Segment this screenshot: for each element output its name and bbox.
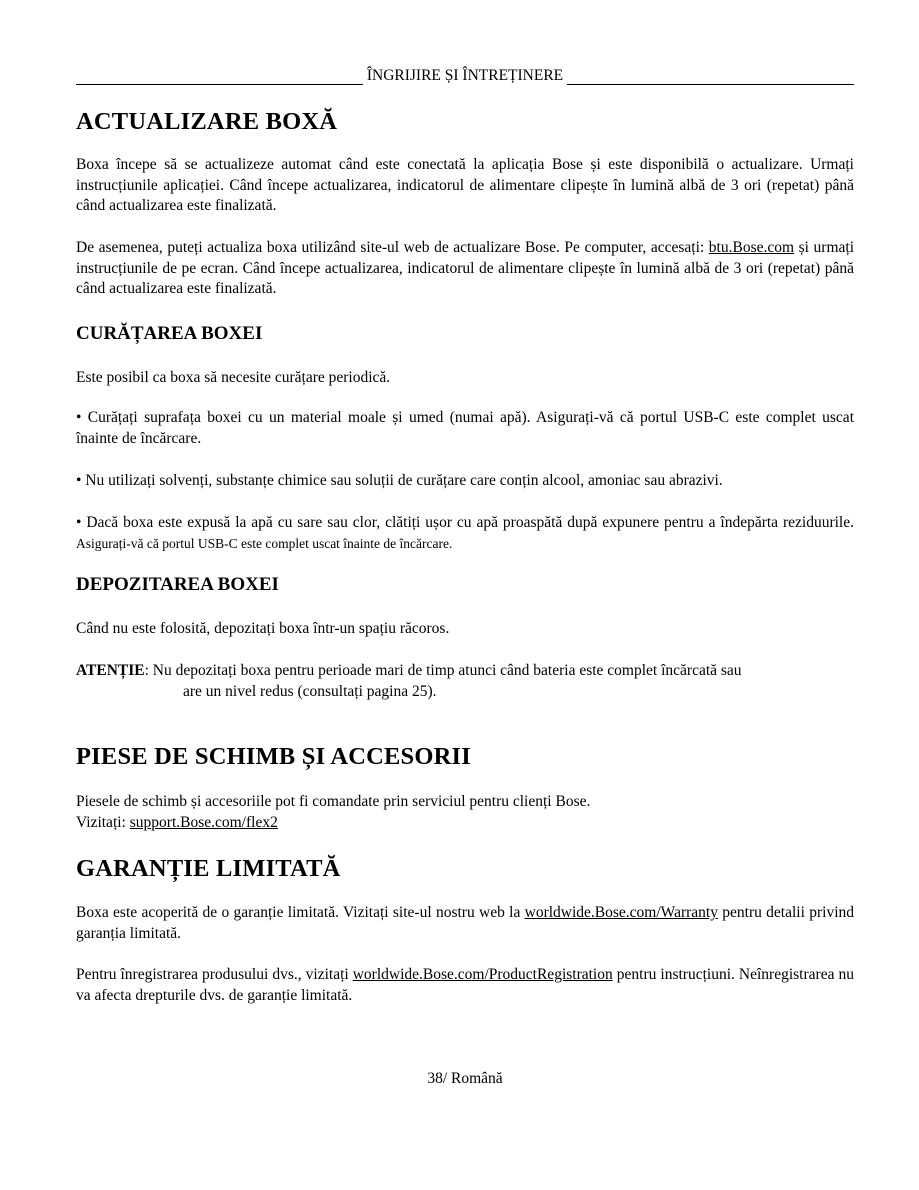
- warranty-paragraph-2: [76, 965, 854, 1006]
- heading-storage: DEPOZITAREA BOXEI: [76, 574, 279, 595]
- storage-caution: [76, 661, 854, 702]
- warranty-paragraph-1: [76, 903, 854, 944]
- support-bose-link[interactable]: support.Bose.com/flex2: [129, 813, 278, 831]
- header-rule-left: [76, 66, 363, 85]
- cleaning-bullet-3-small: Asigurați-vă că portul USB-C este complet uscat înainte de încărcare.: [76, 535, 453, 551]
- running-header: [76, 65, 854, 85]
- header-rule-right: [567, 66, 854, 85]
- heading-update: ACTUALIZARE BOXĂ: [76, 108, 338, 135]
- caution-line-1: : Nu depozitați boxa pentru perioade mari de timp atunci când bateria este complet încărcată sau: [144, 662, 742, 679]
- update-p2-text-after: și urmați instrucțiunile de pe ecran. Când începe actualizarea, indicatorul de alimentare clipește în lumină albă de 3 ori (repetat) până când actualizarea este finalizată.: [76, 239, 854, 297]
- update-p2-text-before: De asemenea, puteți actualiza boxa utilizând site-ul web de actualizare Bose. Pe computer, accesați:: [76, 239, 709, 256]
- update-paragraph-1: Boxa începe să se actualizeze automat când este conectată la aplicația Bose și este disponibilă o actualizare. Urmați instrucțiunile aplicației. Când începe actualizarea, indicatorul de alimentare clipește în lumină albă de 3 ori (repetat) până când actualizarea este finalizată.: [76, 156, 854, 214]
- product-registration-link[interactable]: worldwide.Bose.com/ProductRegistration: [352, 966, 613, 983]
- cleaning-bullet-1: • Curățați suprafața boxei cu un material moale și umed (numai apă). Asigurați-vă că portul USB-C este complet uscat înainte de încărcare.: [76, 409, 854, 447]
- warranty-link[interactable]: worldwide.Bose.com/Warranty: [524, 904, 718, 921]
- caution-line-2: are un nivel redus (consultați pagina 25).: [183, 682, 437, 700]
- heading-warranty: GARANȚIE LIMITATĂ: [76, 855, 341, 882]
- warranty-p2-text-after: pentru instrucțiuni. Neînregistrarea nu va afecta drepturile dvs. de garanție limitată.: [76, 966, 854, 1004]
- cleaning-intro: Este posibil ca boxa să necesite curățare periodică.: [76, 369, 391, 386]
- cleaning-bullet-3-main: • Dacă boxa este expusă la apă cu sare sau clor, clătiți ușor cu apă proaspătă după expunere pentru a îndepărta reziduurile.: [76, 514, 854, 531]
- heading-cleaning: CURĂȚAREA BOXEI: [76, 323, 263, 344]
- page-number: 38/ Română: [427, 1070, 503, 1087]
- parts-paragraph: [76, 792, 854, 833]
- storage-intro: Când nu este folosită, depozitați boxa într-un spațiu răcoros.: [76, 620, 450, 637]
- parts-line-2-before: Vizitați:: [76, 813, 130, 831]
- update-paragraph-2: [76, 238, 854, 300]
- warranty-p2-text-before: Pentru înregistrarea produsului dvs., vizitați: [76, 966, 353, 983]
- cleaning-bullet-3: [76, 513, 854, 554]
- cleaning-bullet-2: • Nu utilizați solvenți, substanțe chimice sau soluții de curățare care conțin alcool, amoniac sau abrazivi.: [76, 472, 723, 489]
- warranty-p1-text-after: pentru detalii privind garanția limitată.: [76, 904, 854, 942]
- header-title: ÎNGRIJIRE ȘI ÎNTREȚINERE: [366, 67, 564, 84]
- parts-line-1: Piesele de schimb și accesoriile pot fi comandate prin serviciul pentru clienți Bose.: [76, 793, 591, 810]
- caution-label: ATENȚIE: [76, 662, 145, 679]
- heading-parts: PIESE DE SCHIMB ȘI ACCESORII: [76, 743, 471, 770]
- warranty-p1-text-before: Boxa este acoperită de o garanție limitată. Vizitați site-ul nostru web la: [76, 904, 525, 921]
- btu-bose-link[interactable]: btu.Bose.com: [708, 239, 795, 256]
